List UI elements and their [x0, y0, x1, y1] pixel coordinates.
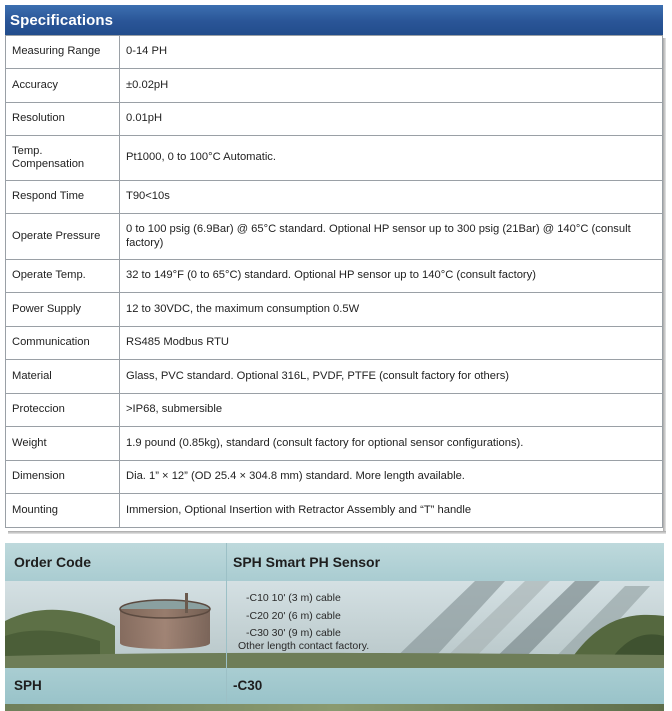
table-row [6, 293, 663, 327]
spec-label: Power Supply [6, 293, 120, 327]
spec-value: 1.9 pound (0.85kg), standard (consult factory for optional sensor configurations). [120, 427, 663, 461]
spec-value: 0 to 100 psig (6.9Bar) @ 65°C standard. Optional HP sensor up to 300 psig (21Bar) @ 140°C (consult factory) [120, 214, 663, 260]
bottom-photo-strip [5, 704, 664, 711]
table-row [6, 181, 663, 214]
spec-value: T90<10s [120, 181, 663, 214]
spec-label: Material [6, 360, 120, 394]
spec-label: Proteccion [6, 394, 120, 427]
example-option: -C30 [233, 678, 263, 693]
table-row [6, 260, 663, 293]
spec-value: >IP68, submersible [120, 394, 663, 427]
column-divider [226, 543, 227, 706]
cable-option: -C10 10' (3 m) cable [246, 592, 341, 604]
spec-label: Resolution [6, 103, 120, 136]
cable-options [238, 590, 369, 655]
product-name: SPH Smart PH Sensor [233, 554, 381, 570]
order-code-example [5, 668, 664, 704]
spec-value: RS485 Modbus RTU [120, 327, 663, 360]
table-row [6, 214, 663, 260]
table-row [6, 69, 663, 103]
specifications-table [5, 35, 663, 528]
table-shadow-right [663, 38, 666, 531]
spec-value: Pt1000, 0 to 100°C Automatic. [120, 136, 663, 181]
table-row [6, 394, 663, 427]
table-row [6, 360, 663, 394]
table-row [6, 461, 663, 494]
table-row [6, 36, 663, 69]
table-row [6, 103, 663, 136]
spec-value: ±0.02pH [120, 69, 663, 103]
spec-label: Temp. Compensation [6, 136, 120, 181]
spec-label: Respond Time [6, 181, 120, 214]
cable-option: -C30 30' (9 m) cable [246, 627, 341, 639]
spec-value: Immersion, Optional Insertion with Retractor Assembly and “T” handle [120, 494, 663, 528]
order-code-label: Order Code [14, 554, 92, 570]
spec-label: Measuring Range [6, 36, 120, 69]
table-shadow-bottom [8, 531, 666, 534]
spec-value: 32 to 149°F (0 to 65°C) standard. Optional HP sensor up to 140°C (consult factory) [120, 260, 663, 293]
example-code: SPH [14, 678, 42, 693]
spec-value: Glass, PVC standard. Optional 316L, PVDF, PTFE (consult factory for others) [120, 360, 663, 394]
spec-label: Dimension [6, 461, 120, 494]
order-code-header [5, 543, 664, 581]
spec-value: 12 to 30VDC, the maximum consumption 0.5W [120, 293, 663, 327]
order-code-panel [5, 543, 664, 706]
spec-label: Weight [6, 427, 120, 461]
spec-label: Mounting [6, 494, 120, 528]
table-row [6, 136, 663, 181]
spec-label: Communication [6, 327, 120, 360]
cable-note: Other length contact factory. [238, 639, 370, 652]
table-row [6, 327, 663, 360]
spec-value: Dia. 1” × 12” (OD 25.4 × 304.8 mm) standard. More length available. [120, 461, 663, 494]
table-row [6, 494, 663, 528]
spec-label: Operate Pressure [6, 214, 120, 260]
table-row [6, 427, 663, 461]
spec-label: Operate Temp. [6, 260, 120, 293]
specifications-title: Specifications [5, 5, 663, 35]
spec-value: 0.01pH [120, 103, 663, 136]
spec-label: Accuracy [6, 69, 120, 103]
cable-option: -C20 20' (6 m) cable [246, 609, 341, 622]
spec-value: 0-14 PH [120, 36, 663, 69]
